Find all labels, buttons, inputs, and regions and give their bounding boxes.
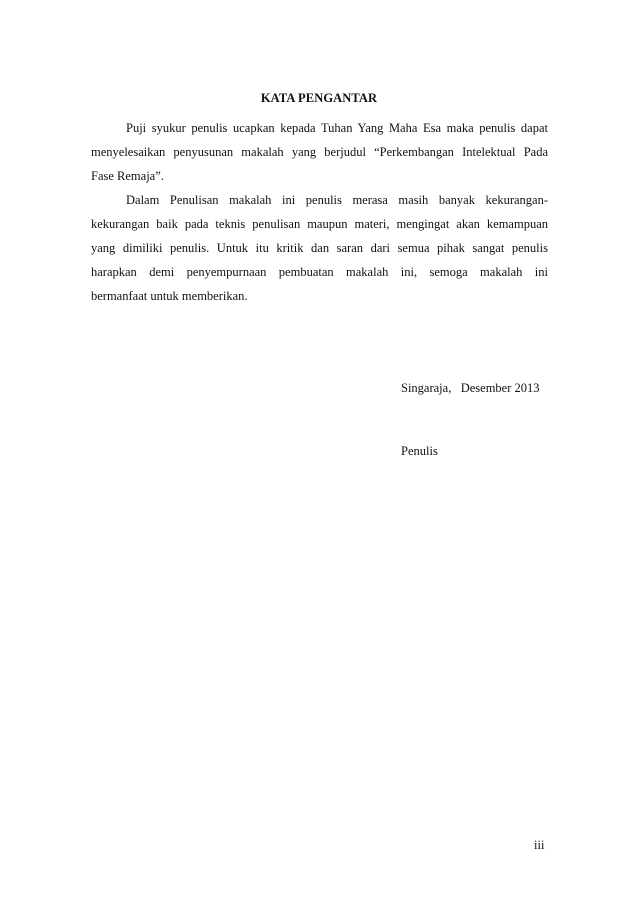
author-name: Penulis xyxy=(401,444,438,458)
page-number: iii xyxy=(534,838,545,852)
paragraph-2-line-2: kekurangan baik pada teknis penulisan maupun materi, mengingat akan kemampuan xyxy=(91,217,548,231)
page-title: KATA PENGANTAR xyxy=(260,91,378,105)
paragraph-1-line-3: Fase Remaja”. xyxy=(91,169,164,183)
paragraph-2-line-5: bermanfaat untuk memberikan. xyxy=(91,289,248,303)
paragraph-1-line-1: Puji syukur penulis ucapkan kepada Tuhan Yang Maha Esa maka penulis dapat xyxy=(126,121,548,135)
paragraph-1-line-2: menyelesaikan penyusunan makalah yang berjudul “Perkembangan Intelektual Pada xyxy=(91,145,548,159)
paragraph-2-line-1: Dalam Penulisan makalah ini penulis merasa masih banyak kekurangan- xyxy=(126,193,548,207)
paragraph-2-line-3: yang dimiliki penulis. Untuk itu kritik dan saran dari semua pihak sangat penulis xyxy=(91,241,548,255)
paragraph-2-line-4: harapkan demi penyempurnaan pembuatan makalah ini, semoga makalah ini xyxy=(91,265,548,279)
place-date: Singaraja, Desember 2013 xyxy=(401,381,540,395)
